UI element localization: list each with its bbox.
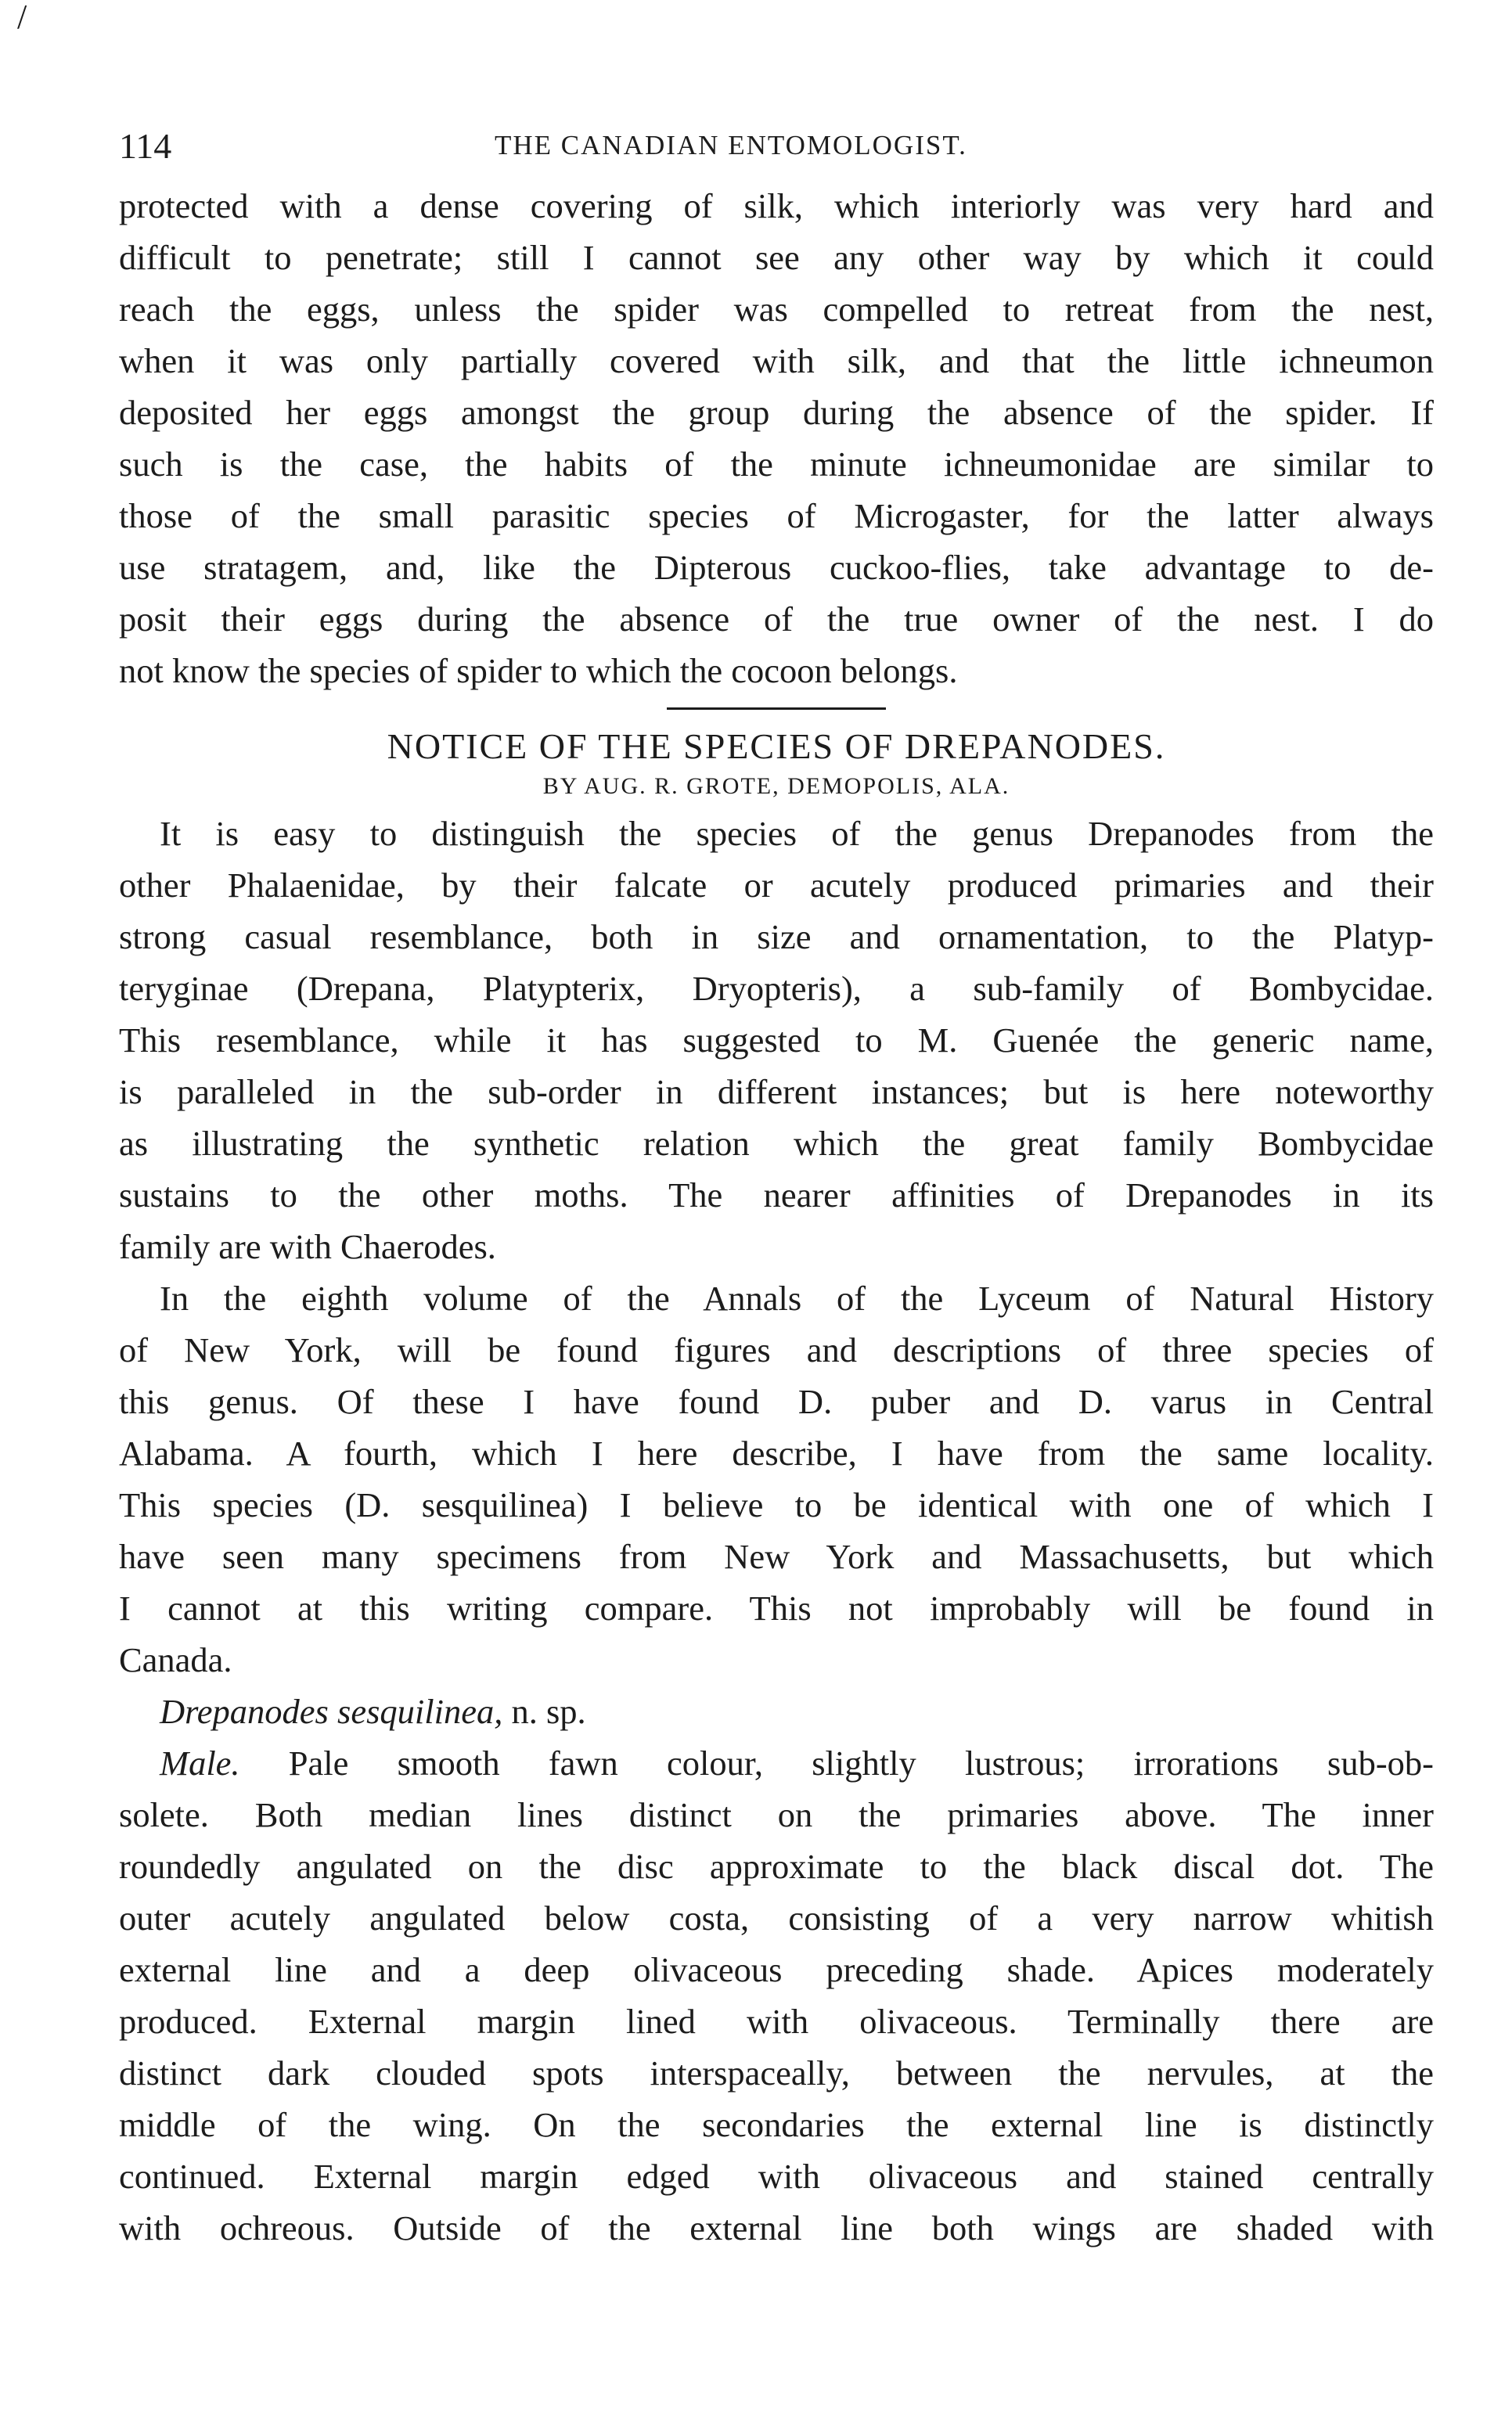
species-name: Drepanodes sesquilinea, xyxy=(160,1692,503,1731)
section-divider xyxy=(667,707,886,710)
page-number: 114 xyxy=(119,126,172,166)
male-description xyxy=(119,1737,1434,2254)
text-line: It is easy to distinguish the species of the genus Drepanodes from the xyxy=(160,814,1434,853)
text-line: In the eighth volume of the Annals of the Lyceum of Natural History xyxy=(160,1279,1434,1318)
species-heading-line xyxy=(119,1686,1434,1737)
text-line: distinct dark clouded spots interspaceally, between the nervules, at the xyxy=(119,2053,1434,2093)
text-line: with ochreous. Outside of the external line both wings are shaded with xyxy=(119,2208,1434,2247)
article-byline: BY AUG. R. GROTE, DEMOPOLIS, ALA. xyxy=(542,773,1010,799)
text-line: deposited her eggs amongst the group during the absence of the spider. If xyxy=(119,393,1434,432)
text-line: I cannot at this writing compare. This not improbably will be found in xyxy=(119,1589,1434,1628)
text-line: produced. External margin lined with olivaceous. Terminally there are xyxy=(119,2002,1434,2041)
species-designation: n. sp. xyxy=(502,1692,586,1731)
text-line: such is the case, the habits of the minute ichneumonidae are similar to xyxy=(119,444,1434,484)
text-line: use stratagem, and, like the Dipterous cuckoo-flies, take advantage to de- xyxy=(119,548,1434,587)
text-line: roundedly angulated on the disc approximate to the black discal dot. The xyxy=(119,1847,1434,1886)
article-title: NOTICE OF THE SPECIES OF DREPANODES. xyxy=(387,726,1166,766)
text-line: teryginae (Drepana, Platypterix, Dryopteris), a sub-family of Bombycidae. xyxy=(119,969,1434,1008)
text-line: not know the species of spider to which the cocoon belongs. xyxy=(119,651,958,690)
text-line: Canada. xyxy=(119,1640,232,1679)
article-paragraph-1 xyxy=(119,808,1434,1272)
text-line: of New York, will be found figures and descriptions of three species of xyxy=(119,1330,1434,1369)
text-line: sustains to the other moths. The nearer affinities of Drepanodes in its xyxy=(119,1175,1434,1215)
text-line: solete. Both median lines distinct on the primaries above. The inner xyxy=(119,1795,1434,1834)
page xyxy=(119,125,1434,2254)
text-line: is paralleled in the sub-order in different instances; but is here noteworthy xyxy=(119,1072,1434,1111)
text-line: This resemblance, while it has suggested to M. Guenée the generic name, xyxy=(119,1020,1434,1060)
text-line xyxy=(119,1737,1434,1789)
article-paragraph-2 xyxy=(119,1272,1434,1686)
text-line: when it was only partially covered with silk, and that the little ichneumon xyxy=(119,341,1434,380)
text-line: protected with a dense covering of silk, which interiorly was very hard and xyxy=(119,186,1434,225)
text-line: Alabama. A fourth, which I here describe, I have from the same locality. xyxy=(119,1434,1434,1473)
text-line: reach the eggs, unless the spider was compelled to retreat from the nest, xyxy=(119,290,1434,329)
text-line: family are with Chaerodes. xyxy=(119,1227,496,1266)
text-line: those of the small parasitic species of Microgaster, for the latter always xyxy=(119,496,1434,535)
text-line: posit their eggs during the absence of the true owner of the nest. I do xyxy=(119,599,1434,639)
male-label: Male. xyxy=(160,1744,240,1783)
species-heading xyxy=(119,1686,1434,1737)
text-line: other Phalaenidae, by their falcate or acutely produced primaries and their xyxy=(119,866,1434,905)
text-line: this genus. Of these I have found D. puber and D. varus in Central xyxy=(119,1382,1434,1421)
text-line: difficult to penetrate; still I cannot see any other way by which it could xyxy=(119,238,1434,277)
continuation-paragraph xyxy=(119,180,1434,696)
page-header xyxy=(119,125,1434,180)
text-line: outer acutely angulated below costa, consisting of a very narrow whitish xyxy=(119,1898,1434,1938)
text-line: have seen many specimens from New York and Massachusetts, but which xyxy=(119,1537,1434,1576)
text-line: strong casual resemblance, both in size and ornamentation, to the Platyp- xyxy=(119,917,1434,956)
text-line: middle of the wing. On the secondaries the external line is distinctly xyxy=(119,2105,1434,2144)
text-line: as illustrating the synthetic relation which the great family Bombycidae xyxy=(119,1124,1434,1163)
text-line: external line and a deep olivaceous preceding shade. Apices moderately xyxy=(119,1950,1434,1989)
text-line: continued. External margin edged with olivaceous and stained centrally xyxy=(119,2157,1434,2196)
text-line: This species (D. sesquilinea) I believe to be identical with one of which I xyxy=(119,1485,1434,1524)
male-description-first: Pale smooth fawn colour, slightly lustrous; irrorations sub-ob- xyxy=(239,1744,1434,1783)
running-title: THE CANADIAN ENTOMOLOGIST. xyxy=(495,130,967,160)
stray-mark: / xyxy=(17,0,27,36)
